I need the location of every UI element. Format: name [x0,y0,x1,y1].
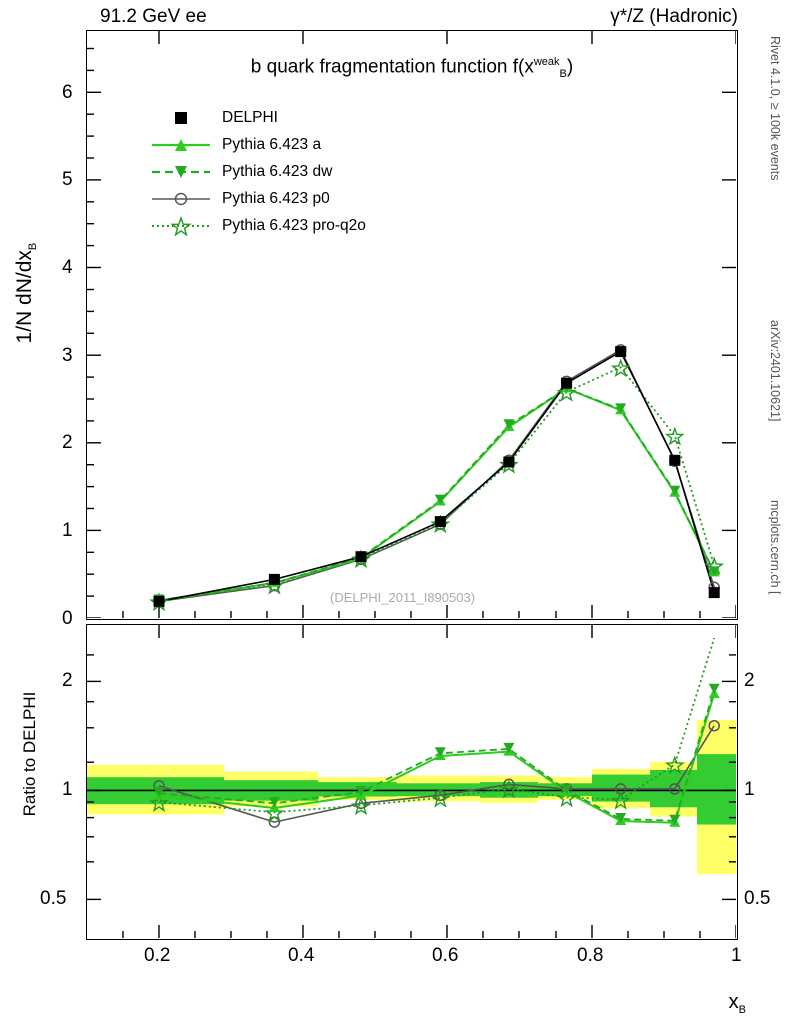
header-left-label: 91.2 GeV ee [100,6,207,27]
legend-label-a: Pythia 6.423 a [222,135,322,153]
ytick-ratio-left-0: 0.5 [40,888,67,909]
legend [150,104,366,239]
ytick-main-3: 3 [62,345,73,366]
y-axis-title-main [13,143,39,443]
legend-marker-dw [150,162,212,182]
legend-label-p0: Pythia 6.423 p0 [222,189,330,207]
series-line-p0 [159,350,714,601]
ytick-ratio-right-1: 1 [744,779,755,800]
ytick-main-1: 1 [62,520,73,541]
markers-dw [154,382,720,604]
x-axis-title [729,991,746,1016]
header-right-label: γ*/Z (Hadronic) [610,6,738,27]
xtick-0: 0.2 [144,945,171,966]
legend-label-delphi: DELPHI [222,108,278,126]
markers-proq2o [151,360,722,609]
legend-label-proq2o: Pythia 6.423 pro-q2o [222,216,366,234]
legend-item-delphi [150,104,366,131]
series-line-delphi [159,352,714,602]
y-axis-title-main-sub: B [27,242,40,251]
plot-title [86,56,738,80]
legend-label-dw: Pythia 6.423 dw [222,162,333,180]
mcplots-annotation: mcplots.cern.ch [ [768,500,782,595]
legend-marker-proq2o [150,216,212,236]
xtick-3: 0.8 [577,945,604,966]
y-axis-title-ratio-wrap [0,624,40,940]
plot-title-text: b quark fragmentation function f(x [250,56,534,78]
analysis-watermark: (DELPHI_2011_I890503) [330,590,476,605]
xtick-4: 1 [731,945,742,966]
ytick-main-0: 0 [62,608,73,629]
legend-marker-a [150,135,212,155]
plot-title-superscript: weak [533,56,560,68]
markers-p0 [154,345,719,606]
legend-item-a [150,131,366,158]
markers-delphi [154,346,720,607]
legend-marker-delphi [150,108,212,128]
ytick-ratio-left-1: 1 [62,779,73,800]
ytick-ratio-left-2: 2 [62,670,73,691]
y-axis-title-ratio: Ratio to DELPHI [20,691,39,817]
ytick-ratio-right-2: 2 [744,670,755,691]
y-axis-title-main-text: 1/N dN/dx [12,250,36,344]
legend-item-proq2o [150,212,366,239]
legend-item-p0 [150,185,366,212]
xtick-1: 0.4 [288,945,315,966]
ytick-main-5: 5 [62,169,73,190]
x-axis-title-text: x [728,991,739,1013]
ytick-ratio-right-0: 0.5 [744,888,771,909]
ratio-plot-svg [87,625,736,938]
x-axis-title-sub: B [738,1004,746,1016]
y-axis-title-main-wrap [0,30,40,620]
rivet-version-annotation: Rivet 4.1.0, ≥ 100k events [768,36,782,181]
ytick-main-2: 2 [62,432,73,453]
legend-marker-p0 [150,189,212,209]
series-line-dw [159,388,714,600]
plot-title-close: ) [566,56,574,78]
plot-title-subscript: B [559,68,567,81]
arxiv-annotation: arXiv:2401.10621] [768,320,782,422]
ratio-plot-panel [86,624,738,940]
ytick-main-6: 6 [62,82,73,103]
markers-a [154,382,720,604]
ytick-main-4: 4 [62,257,73,278]
xtick-2: 0.6 [432,945,459,966]
series-line-a [159,388,714,600]
series-line-proq2o [159,367,714,601]
legend-item-dw [150,158,366,185]
